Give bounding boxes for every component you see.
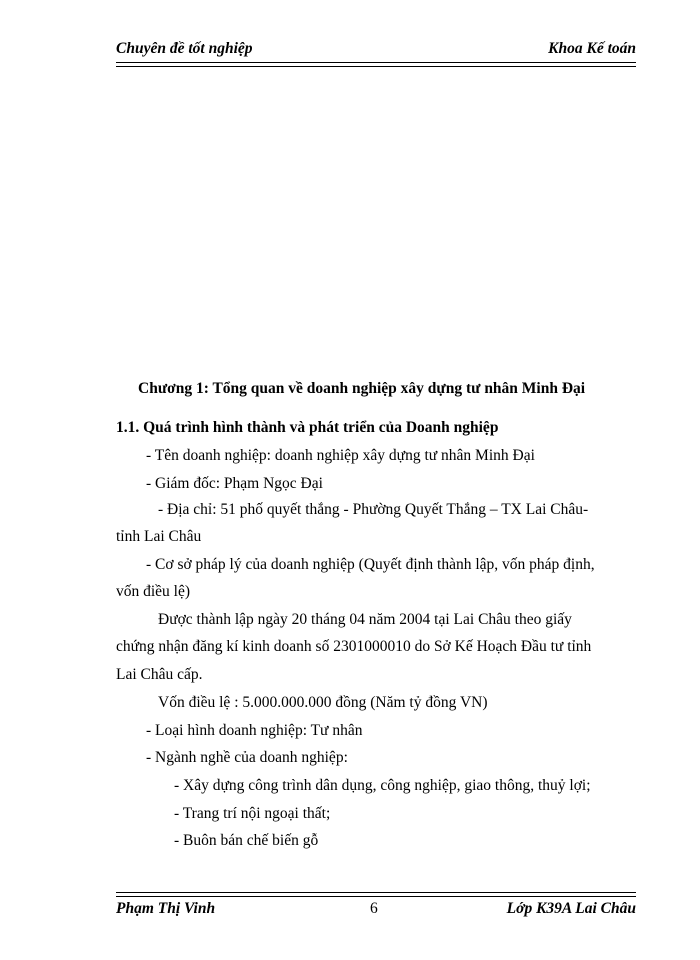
business-type: - Loại hình doanh nghiệp: Tư nhân	[146, 722, 363, 739]
industry-item: - Trang trí nội ngoại thất;	[174, 805, 331, 822]
industry-item: - Buôn bán chế biến gỗ	[174, 832, 319, 849]
industry-item: - Xây dựng công trình dân dụng, công nghiệp, giao thông, thuỷ lợi;	[174, 777, 591, 794]
founded-line-3: Lai Châu cấp.	[116, 666, 203, 683]
footer-author: Phạm Thị Vinh	[116, 900, 216, 917]
founded-line-1: Được thành lập ngày 20 tháng 04 năm 2004 tại Lai Châu theo giấy	[158, 611, 572, 628]
company-name: - Tên doanh nghiệp: doanh nghiệp xây dựng tư nhân Minh Đại	[146, 447, 535, 464]
page-number: 6	[370, 900, 378, 917]
charter-capital: Vốn điều lệ : 5.000.000.000 đồng (Năm tỷ đồng VN)	[158, 694, 488, 711]
page-header	[116, 40, 636, 62]
footer-class: Lớp K39A Lai Châu	[506, 900, 636, 917]
header-department: Khoa Kế toán	[548, 40, 636, 57]
footer-rule	[116, 892, 636, 897]
header-topic: Chuyên đề tốt nghiệp	[116, 40, 253, 57]
chapter-title: Chương 1: Tổng quan về doanh nghiệp xây dựng tư nhân Minh Đại	[138, 380, 586, 397]
industries-label: - Ngành nghề của doanh nghiệp:	[146, 749, 348, 766]
legal-basis-line-2: vốn điều lệ)	[116, 583, 191, 600]
header-rule	[116, 62, 636, 67]
founded-line-2: chứng nhận đăng kí kinh doanh số 2301000010 do Sở Kế Hoạch Đầu tư tỉnh	[116, 638, 592, 655]
address-line-2: tỉnh Lai Châu	[116, 528, 202, 545]
section-title: 1.1. Quá trình hình thành và phát triển của Doanh nghiệp	[116, 419, 499, 436]
page-footer	[116, 900, 636, 922]
address-line-1: - Địa chỉ: 51 phố quyết thắng - Phường Quyết Thắng – TX Lai Châu-	[158, 501, 589, 518]
legal-basis-line-1: - Cơ sở pháp lý của doanh nghiệp (Quyết định thành lập, vốn pháp định,	[146, 556, 595, 573]
director: - Giám đốc: Phạm Ngọc Đại	[146, 475, 323, 492]
